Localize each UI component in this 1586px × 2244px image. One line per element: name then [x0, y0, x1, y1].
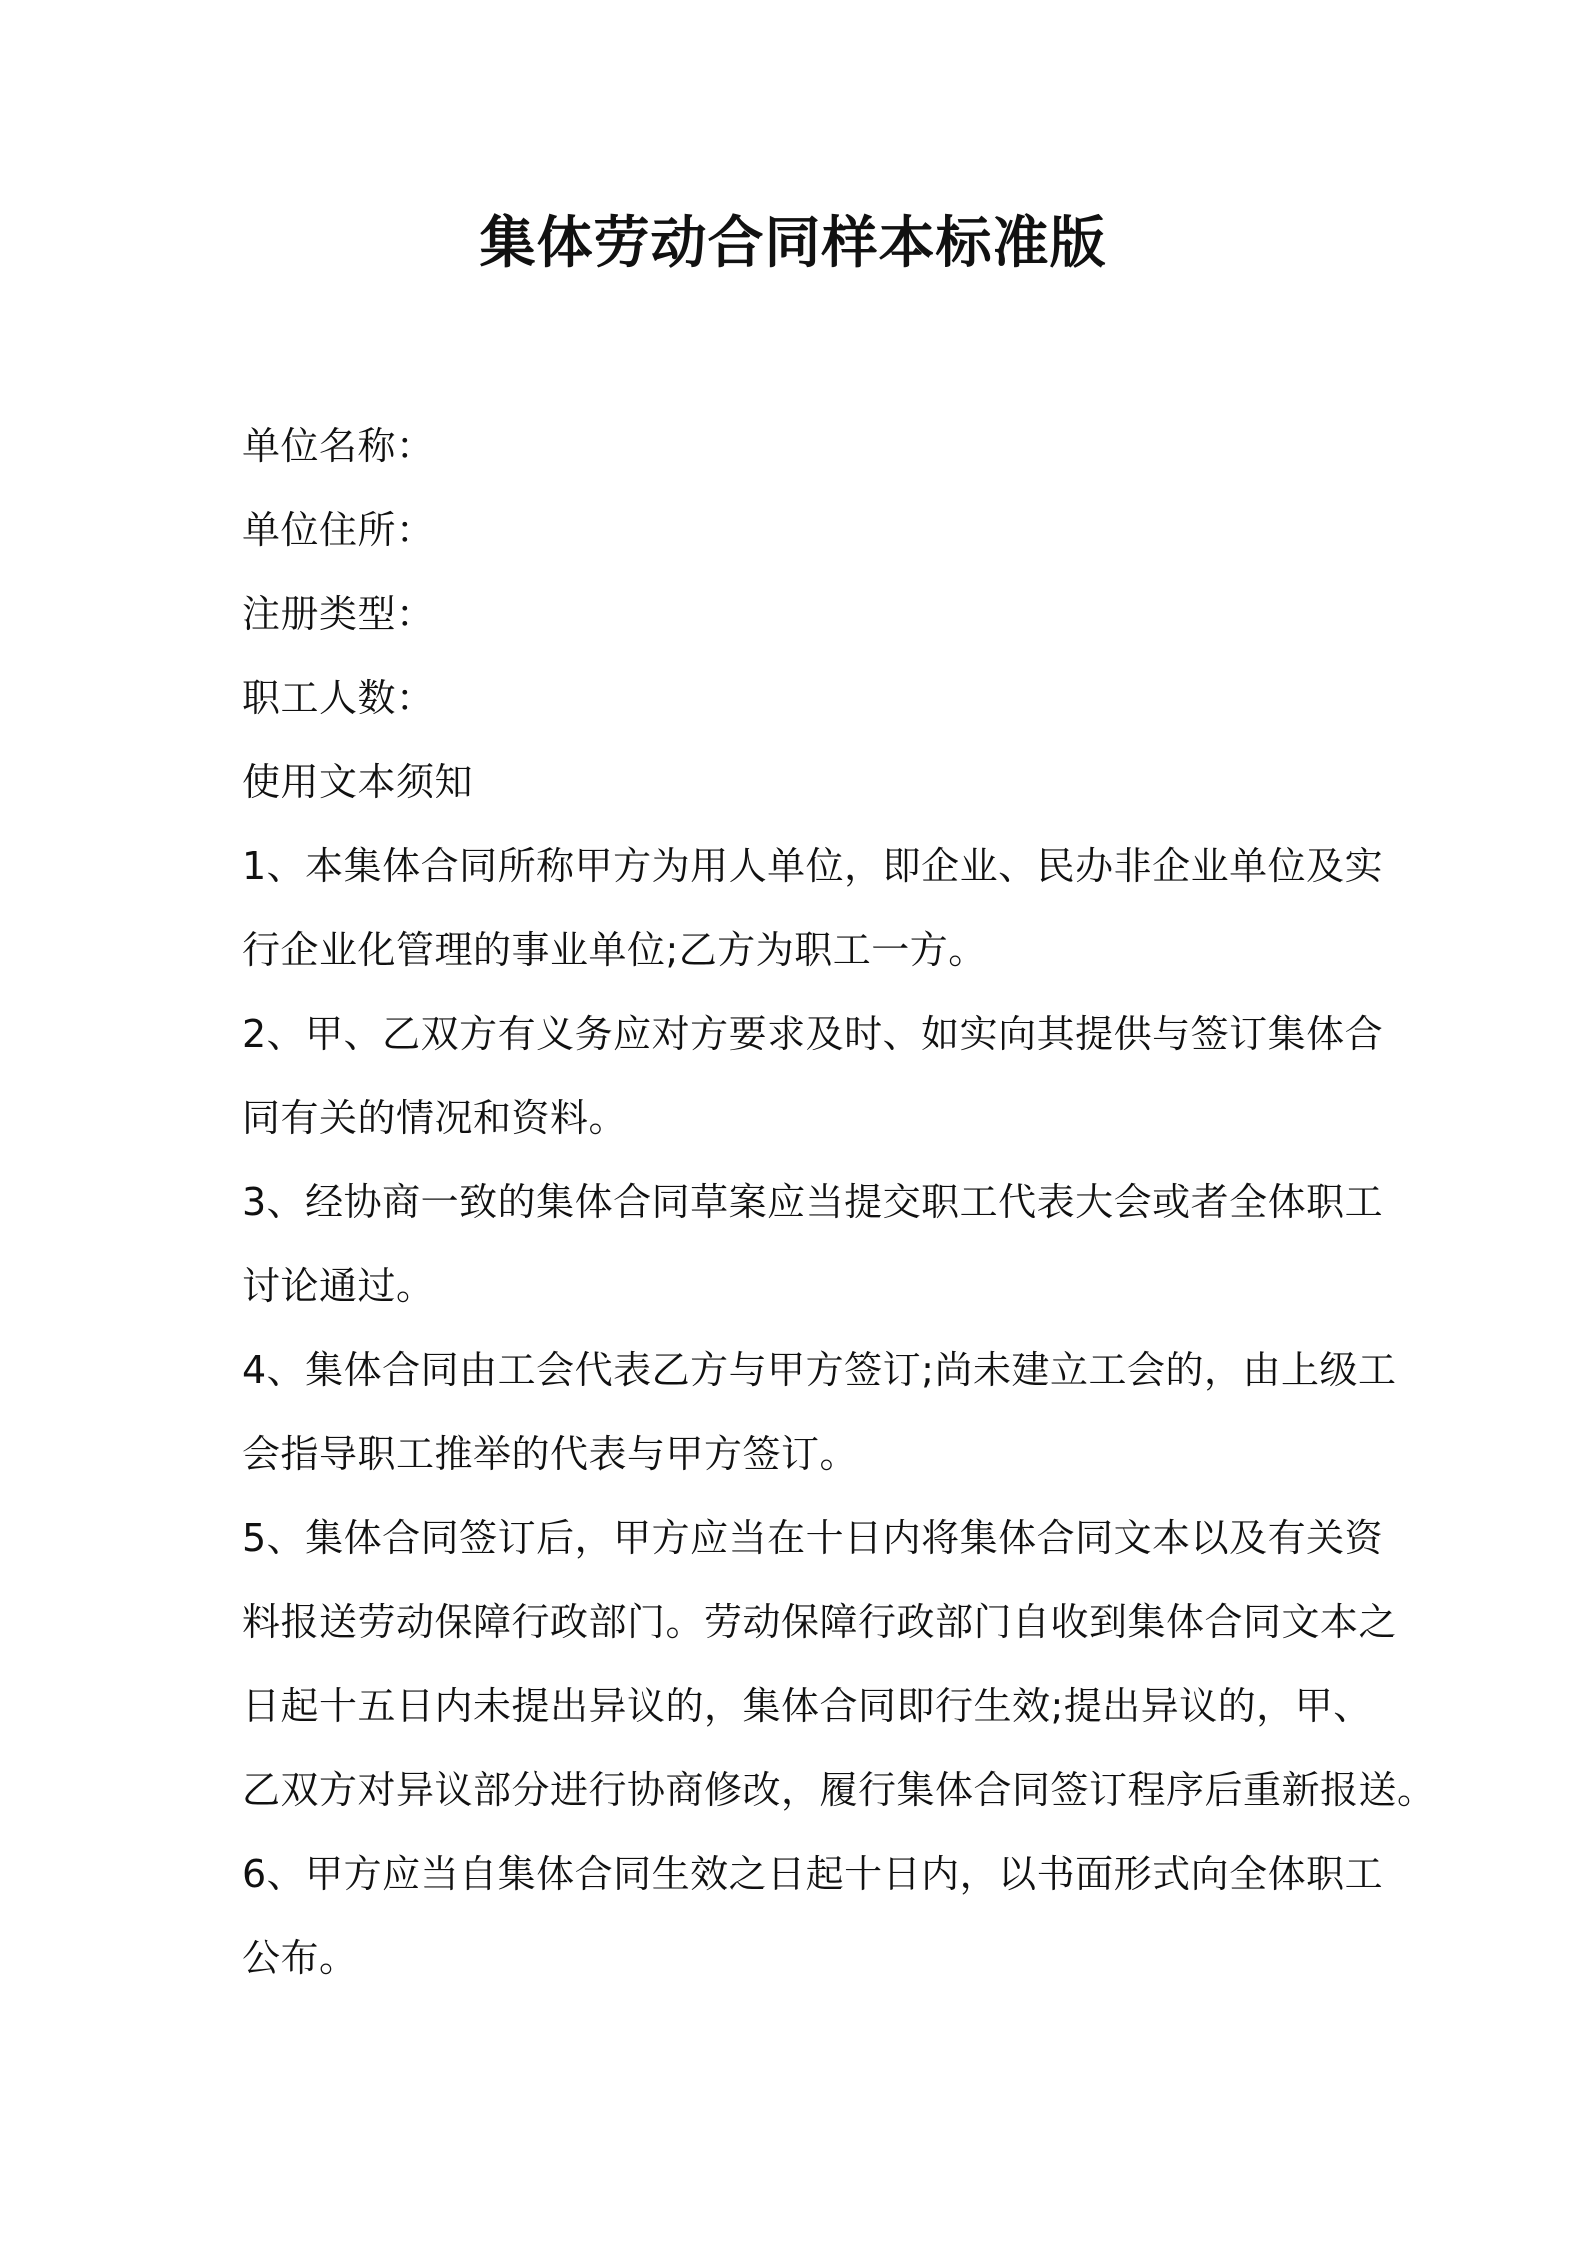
document-title: 集体劳动合同样本标准版	[479, 211, 1107, 276]
paragraph-line: 6、甲方应当自集体合同生效之日起十日内，以书面形式向全体职工	[242, 1852, 1384, 1896]
paragraph-line: 讨论通过。	[242, 1264, 435, 1308]
notice-heading: 使用文本须知	[242, 760, 474, 804]
field-unit-name: 单位名称：	[242, 424, 435, 468]
field-employee-count: 职工人数：	[242, 676, 435, 720]
paragraph-line: 会指导职工推举的代表与甲方签订。	[242, 1432, 859, 1476]
paragraph-line: 同有关的情况和资料。	[242, 1096, 628, 1140]
field-unit-address: 单位住所：	[242, 508, 435, 552]
paragraph-line: 公布。	[242, 1936, 358, 1980]
paragraph-line: 1、本集体合同所称甲方为用人单位，即企业、民办非企业单位及实	[242, 844, 1384, 888]
paragraph-line: 3、经协商一致的集体合同草案应当提交职工代表大会或者全体职工	[242, 1180, 1384, 1224]
paragraph-line: 4、集体合同由工会代表乙方与甲方签订;尚未建立工会的，由上级工	[242, 1348, 1397, 1392]
paragraph-line: 日起十五日内未提出异议的，集体合同即行生效;提出异议的，甲、	[242, 1684, 1372, 1728]
document-body	[242, 404, 1436, 2000]
paragraph-line: 料报送劳动保障行政部门。劳动保障行政部门自收到集体合同文本之	[242, 1600, 1398, 1644]
paragraph-line: 5、集体合同签订后，甲方应当在十日内将集体合同文本以及有关资	[242, 1516, 1384, 1560]
paragraph-line: 2、甲、乙双方有义务应对方要求及时、如实向其提供与签订集体合	[242, 1012, 1384, 1056]
field-registration-type: 注册类型：	[242, 592, 435, 636]
paragraph-line: 行企业化管理的事业单位;乙方为职工一方。	[242, 928, 987, 972]
paragraph-line: 乙双方对异议部分进行协商修改，履行集体合同签订程序后重新报送。	[242, 1768, 1436, 1812]
